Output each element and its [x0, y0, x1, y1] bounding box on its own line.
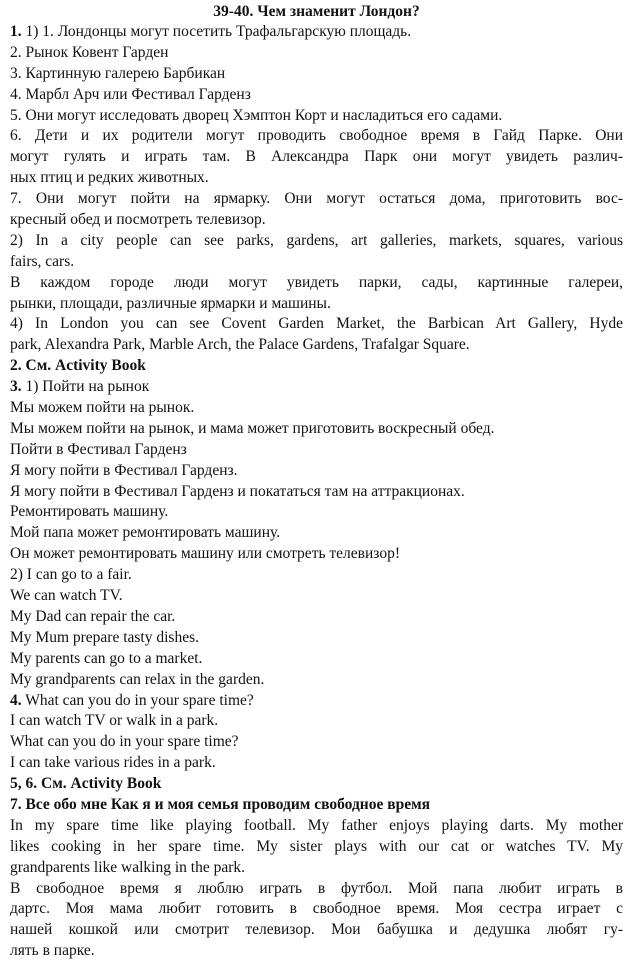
text-line: Мы можем пойти на рынок, и мама может приготовить воскресный обед.: [10, 419, 495, 437]
text-line: Он может ремонтировать машину или смотреть телевизор!: [10, 545, 400, 563]
text-line: 2. См. Activity Book: [10, 357, 146, 375]
text-line: 2) I can go to a fair.: [10, 566, 132, 584]
text-line: I can watch TV or walk in a park.: [10, 712, 219, 730]
item-text: 1) 1. Лондонцы могут посетить Трафальгарскую площадь.: [21, 23, 412, 40]
text-line: Пойти в Фестивал Гарденз: [10, 440, 187, 458]
item-number: 3.: [10, 378, 22, 396]
text-line: [10, 691, 623, 712]
item-number: 1.: [10, 23, 22, 40]
text-line: 4) In London you can see Covent Garden Market, the Barbican Art Gallery, Hyde: [10, 315, 623, 333]
item-text: What can you do in your spare time?: [21, 691, 254, 709]
item-number: 4.: [10, 691, 22, 709]
text-line: [10, 22, 623, 43]
text-line: I can take various rides in a park.: [10, 754, 216, 772]
text-line: кресный обед и посмотреть телевизор.: [10, 211, 266, 229]
text-line: In my spare time like playing football. My father enjoys playing darts. My mother: [10, 816, 623, 834]
text-line: Мой папа может ремонтировать машину.: [10, 524, 281, 542]
text-line: grandparents like walking in the park.: [10, 858, 246, 876]
text-line: В каждом городе люди могут увидеть парки, сады, картинные галереи,: [10, 273, 623, 291]
text-line: [10, 377, 623, 398]
text-line: Я могу пойти в Фестивал Гарденз.: [10, 461, 238, 479]
text-line: What can you do in your spare time?: [10, 733, 239, 751]
text-line: 7. Они могут пойти на ярмарку. Они могут остаться дома, приготовить вос-: [10, 190, 623, 208]
text-line: 2. Рынок Ковент Гарден: [10, 43, 169, 61]
text-line: Ремонтировать машину.: [10, 503, 169, 521]
text-line: 7. Все обо мне Как я и моя семья проводим свободное время: [10, 795, 431, 813]
page-title: 39-40. Чем знаменит Лондон?: [213, 3, 420, 20]
document-body: [10, 22, 623, 962]
text-line: ных птиц и редких животных.: [10, 169, 209, 187]
text-line: park, Alexandra Park, Marble Arch, the Palace Gardens, Trafalgar Square.: [10, 336, 470, 354]
text-line: My Mum prepare tasty dishes.: [10, 628, 199, 646]
text-line: My Dad can repair the car.: [10, 607, 176, 625]
text-line: 4. Марбл Арч или Фестивал Гарденз: [10, 85, 251, 103]
text-line: 2) In a city people can see parks, gardens, art galleries, markets, squares, various: [10, 231, 623, 249]
text-line: могут гулять и играть там. В Александра Парк они могут увидеть различ-: [10, 148, 623, 166]
text-line: likes cooking in her spare time. My sister plays with our cat or watches TV. My: [10, 837, 623, 855]
text-line: We can watch TV.: [10, 587, 123, 605]
text-line: лять в парке.: [10, 942, 95, 960]
text-line: Я могу пойти в Фестивал Гарденз и покататься там на аттракционах.: [10, 482, 465, 500]
text-line: fairs, cars.: [10, 252, 75, 270]
text-line: рынки, площади, различные ярмарки и машины.: [10, 294, 331, 312]
text-line: 6. Дети и их родители могут проводить свободное время в Гайд Парке. Они: [10, 127, 623, 145]
text-line: В свободное время я люблю играть в футбол. Мой папа любит играть в: [10, 879, 623, 897]
text-line: дартс. Моя мама любит готовить в свободное время. Моя сестра играет с: [10, 900, 623, 918]
text-line: 3. Картинную галерею Барбикан: [10, 64, 226, 82]
text-line: My parents can go to a market.: [10, 649, 203, 667]
item-text: 1) Пойти на рынок: [21, 378, 150, 396]
text-line: 5, 6. См. Activity Book: [10, 775, 162, 793]
text-line: My grandparents can relax in the garden.: [10, 670, 265, 688]
text-line: Мы можем пойти на рынок.: [10, 399, 195, 417]
text-line: нашей кошкой или смотрит телевизор. Мои бабушка и дедушка любят гу-: [10, 921, 623, 939]
text-line: 5. Они могут исследовать дворец Хэмптон Корт и насладиться его садами.: [10, 106, 503, 124]
